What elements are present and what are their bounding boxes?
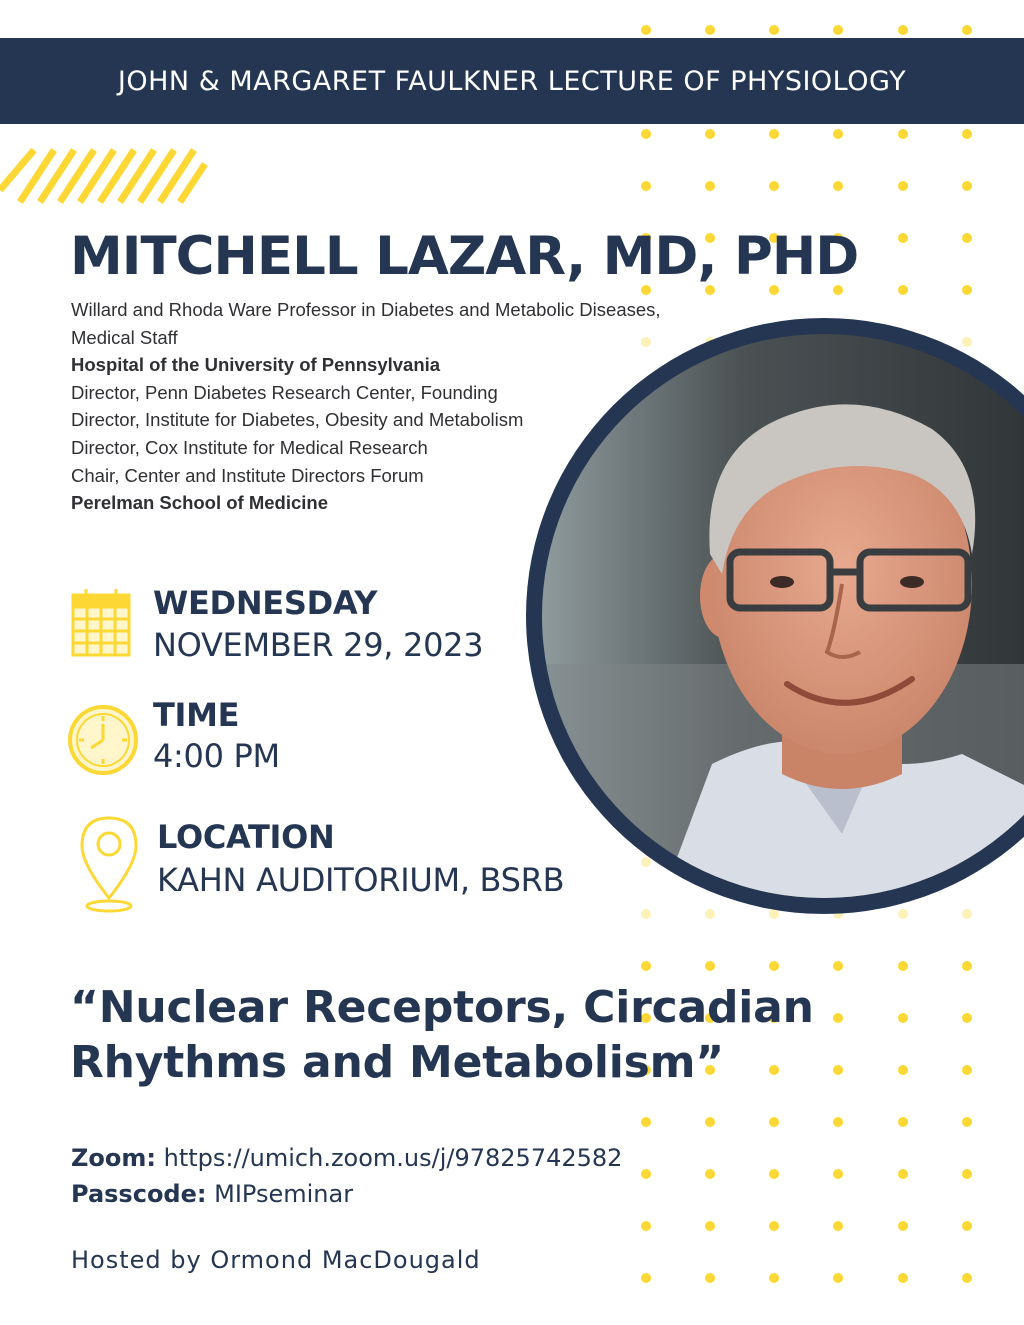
- decorative-dot: [769, 25, 779, 35]
- decorative-dot: [962, 181, 972, 191]
- decorative-dot: [962, 1013, 972, 1023]
- decorative-dot: [705, 961, 715, 971]
- decorative-dot: [962, 1065, 972, 1075]
- credential-line: Director, Institute for Diabetes, Obesity and Metabolism: [71, 409, 524, 431]
- lecture-banner: [0, 38, 1024, 124]
- host-line: Hosted by Ormond MacDougald: [71, 1246, 481, 1274]
- calendar-icon: [70, 587, 134, 659]
- decorative-dot: [833, 1169, 843, 1179]
- decorative-dot: [898, 1117, 908, 1127]
- decorative-dot: [769, 961, 779, 971]
- decorative-dot: [898, 181, 908, 191]
- decorative-dot: [641, 129, 651, 139]
- decorative-dot: [962, 337, 972, 347]
- decorative-dot: [705, 1221, 715, 1231]
- decorative-dot: [898, 129, 908, 139]
- decorative-dot: [769, 1117, 779, 1127]
- lecture-series-title: JOHN & MARGARET FAULKNER LECTURE OF PHYSIOLOGY: [117, 65, 907, 97]
- passcode-label: Passcode:: [71, 1180, 207, 1208]
- location-value: KAHN AUDITORIUM, BSRB: [157, 861, 565, 899]
- decorative-dot: [833, 1117, 843, 1127]
- talk-title-line-2: Rhythms and Metabolism”: [70, 1037, 725, 1088]
- zoom-label: Zoom:: [71, 1144, 156, 1172]
- credential-line: Director, Penn Diabetes Research Center, Founding: [71, 381, 498, 403]
- decorative-dot: [898, 25, 908, 35]
- location-label: LOCATION: [157, 818, 335, 856]
- time-label: TIME: [153, 696, 240, 734]
- decorative-dot: [962, 233, 972, 243]
- decorative-dot: [641, 1169, 651, 1179]
- decorative-dot: [641, 961, 651, 971]
- speaker-name: MITCHELL LAZAR, MD, PHD: [70, 226, 859, 287]
- decorative-dot: [962, 961, 972, 971]
- decorative-dot: [705, 1169, 715, 1179]
- decorative-dot: [898, 285, 908, 295]
- decorative-dot: [705, 909, 715, 919]
- decorative-dot: [898, 1221, 908, 1231]
- decorative-dot: [705, 1117, 715, 1127]
- time-value: 4:00 PM: [153, 737, 280, 775]
- decorative-dot: [641, 857, 651, 867]
- decorative-dot: [705, 181, 715, 191]
- speaker-photo: [542, 334, 1024, 898]
- decorative-dot: [641, 1273, 651, 1283]
- credential-line: Willard and Rhoda Ware Professor in Diabetes and Metabolic Diseases,: [71, 299, 661, 320]
- decorative-dot: [641, 25, 651, 35]
- decorative-dot: [833, 961, 843, 971]
- talk-title-line-1: “Nuclear Receptors, Circadian: [70, 982, 814, 1033]
- decorative-dot: [705, 25, 715, 35]
- decorative-dot: [641, 1117, 651, 1127]
- passcode-info: [71, 1180, 353, 1208]
- decorative-dot: [705, 1273, 715, 1283]
- decorative-dot: [898, 1169, 908, 1179]
- credential-line: Perelman School of Medicine: [71, 492, 329, 514]
- decorative-dot: [769, 1273, 779, 1283]
- clock-icon: [67, 704, 139, 776]
- decorative-dot: [962, 1273, 972, 1283]
- decorative-dot: [833, 129, 843, 139]
- talk-title: [70, 980, 950, 1090]
- decorative-dot: [641, 1221, 651, 1231]
- decorative-dot: [962, 285, 972, 295]
- decorative-dot: [769, 1169, 779, 1179]
- decorative-dot: [962, 129, 972, 139]
- credential-line: Director, Cox Institute for Medical Research: [71, 436, 428, 458]
- date-day: WEDNESDAY: [153, 584, 378, 622]
- credential-line: Medical Staff: [71, 326, 178, 348]
- decorative-dot: [705, 129, 715, 139]
- decorative-dot: [641, 909, 651, 919]
- decorative-dot: [833, 25, 843, 35]
- decorative-dot: [898, 1273, 908, 1283]
- decorative-dot: [898, 233, 908, 243]
- decorative-dot: [769, 181, 779, 191]
- decorative-dot: [962, 25, 972, 35]
- date-value: NOVEMBER 29, 2023: [153, 626, 484, 664]
- credential-line: Hospital of the University of Pennsylvania: [71, 354, 441, 376]
- decorative-dot: [641, 181, 651, 191]
- decorative-dot: [962, 909, 972, 919]
- decorative-dot: [962, 1221, 972, 1231]
- decorative-dot: [833, 1221, 843, 1231]
- zoom-link[interactable]: https://umich.zoom.us/j/97825742582: [163, 1144, 623, 1172]
- location-pin-icon: [78, 814, 140, 914]
- decorative-dot: [769, 129, 779, 139]
- passcode-value: MIPseminar: [214, 1180, 354, 1208]
- decorative-dot: [962, 1169, 972, 1179]
- decorative-dot: [898, 961, 908, 971]
- zoom-info: [71, 1144, 622, 1172]
- decorative-dot: [769, 1221, 779, 1231]
- credential-line: Chair, Center and Institute Directors Forum: [71, 464, 424, 486]
- diagonal-stripes-decoration: [0, 148, 210, 208]
- decorative-dot: [833, 181, 843, 191]
- decorative-dot: [962, 1117, 972, 1127]
- decorative-dot: [898, 909, 908, 919]
- decorative-dot: [833, 1273, 843, 1283]
